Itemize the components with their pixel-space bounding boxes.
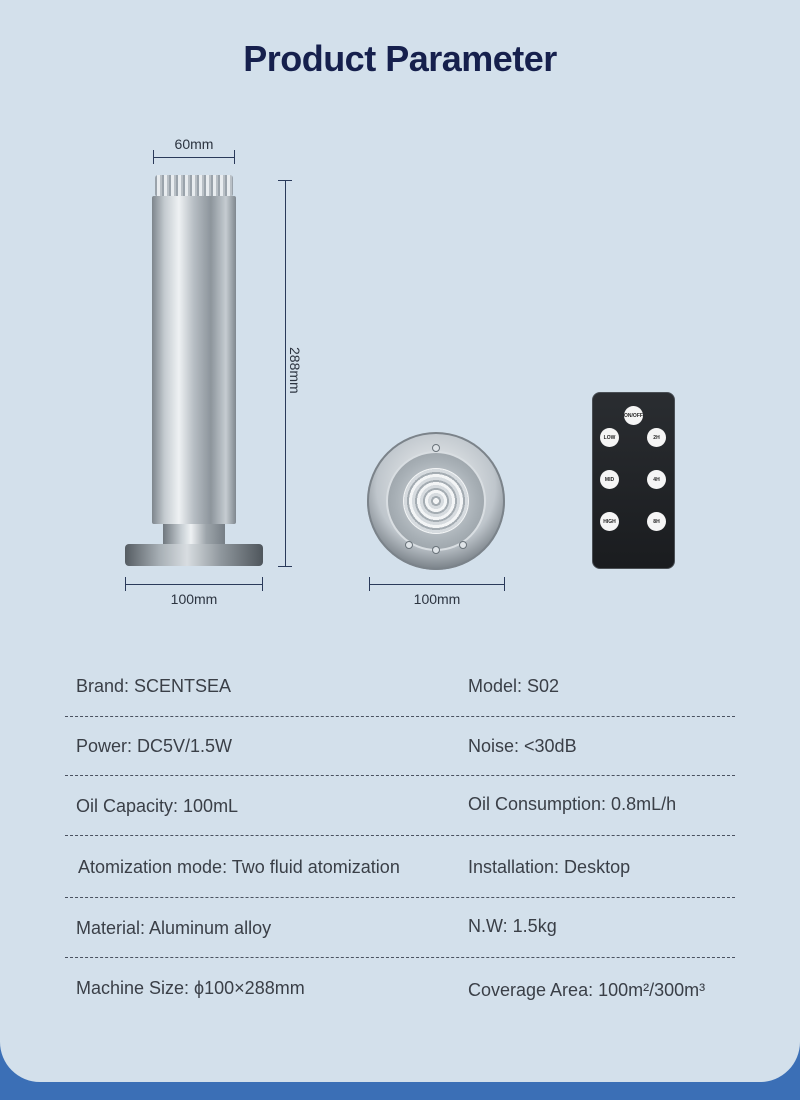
dim-top-view-width-label: 100mm (413, 591, 461, 607)
spec-divider-1 (65, 716, 735, 717)
remote-2h-button: 2H (647, 428, 666, 447)
dim-top-view-width-line (369, 584, 505, 585)
dim-top-view-tick-left (369, 577, 370, 591)
remote-onoff-button: ON/OFF (624, 406, 643, 425)
device-body (152, 196, 236, 524)
dim-base-width-label: 100mm (170, 591, 218, 607)
spec-divider-4 (65, 897, 735, 898)
device-nozzle (403, 468, 469, 534)
dim-base-width-tick-left (125, 577, 126, 591)
spec-oil-capacity: Oil Capacity: 100mL (76, 796, 239, 816)
spec-divider-5 (65, 957, 735, 958)
device-cap (155, 175, 233, 197)
remote-8h-button: 8H (647, 512, 666, 531)
power-indicator-icon (432, 444, 440, 452)
device-base (125, 544, 263, 566)
remote-high-button: HIGH (600, 512, 619, 531)
spec-net-weight: N.W: 1.5kg (468, 916, 557, 936)
dim-top-width-label: 60mm (174, 136, 214, 152)
spec-machine-size: Machine Size: ϕ100×288mm (76, 978, 305, 998)
spec-model: Model: S02 (468, 676, 560, 696)
spec-divider-2 (65, 775, 735, 776)
page-title: Product Parameter (243, 38, 557, 79)
dim-height-tick-bottom (278, 566, 292, 567)
spec-power: Power: DC5V/1.5W (76, 736, 233, 756)
power-button-icon (432, 546, 440, 554)
remote-mid-button: MID (600, 470, 619, 489)
remote-control (592, 392, 675, 569)
mode-button-right-icon (459, 541, 467, 549)
dim-top-view-tick-right (504, 577, 505, 591)
spec-brand: Brand: SCENTSEA (76, 676, 232, 696)
remote-4h-button: 4H (647, 470, 666, 489)
spec-installation: Installation: Desktop (468, 857, 631, 877)
dim-height-label: 288mm (287, 347, 303, 394)
dim-height-tick-top (278, 180, 292, 181)
mode-button-left-icon (405, 541, 413, 549)
spec-material: Material: Aluminum alloy (76, 918, 272, 938)
spec-coverage: Coverage Area: 100m²/300m³ (468, 980, 706, 1000)
dim-top-width-line (153, 157, 235, 158)
dim-base-width-line (125, 584, 263, 585)
device-neck (163, 524, 225, 546)
dim-top-width-tick-right (234, 150, 235, 164)
remote-low-button: LOW (600, 428, 619, 447)
dim-height-line (285, 180, 286, 566)
spec-oil-consumption: Oil Consumption: 0.8mL/h (468, 794, 677, 814)
dim-top-width-tick-left (153, 150, 154, 164)
spec-noise: Noise: <30dB (468, 736, 577, 756)
dim-base-width-tick-right (262, 577, 263, 591)
spec-atomization: Atomization mode: Two fluid atomization (78, 857, 400, 877)
spec-divider-3 (65, 835, 735, 836)
